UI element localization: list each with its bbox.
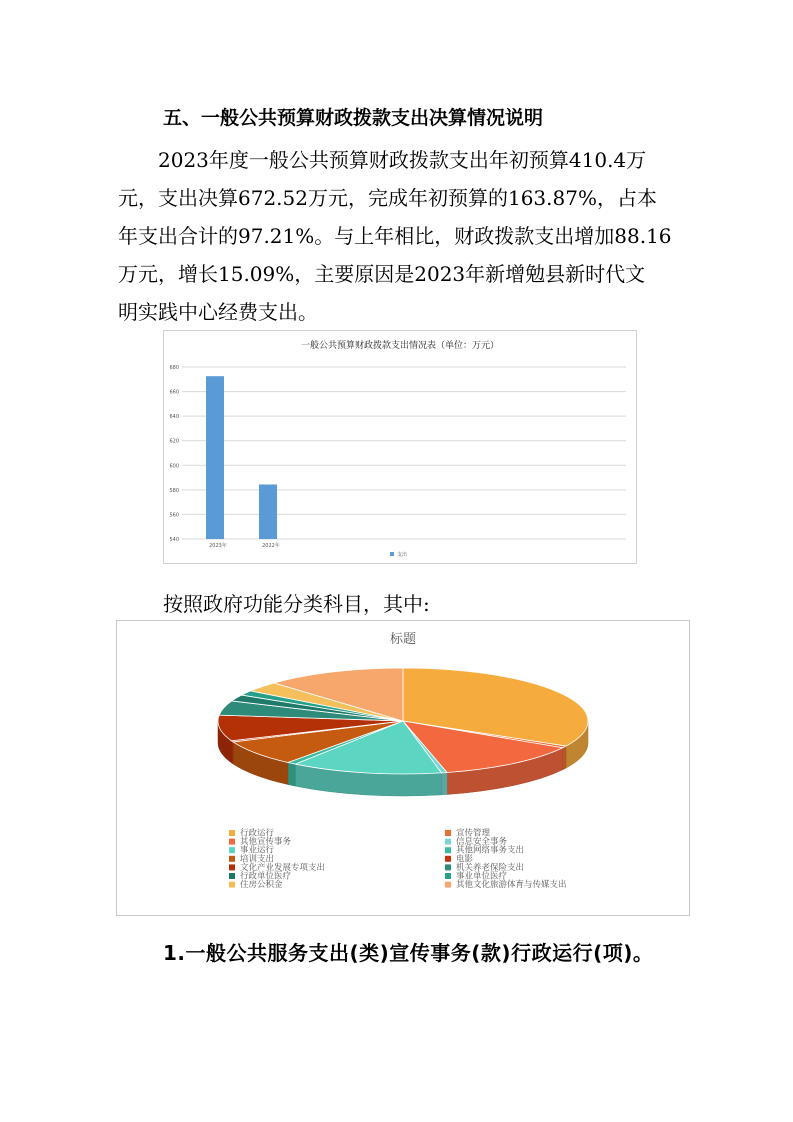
y-tick-label: 600 xyxy=(169,463,179,470)
legend-label: 行政单位医疗 xyxy=(240,871,292,882)
legend-label: 其他文化旅游体育与传媒支出 xyxy=(456,880,567,891)
legend-label: 机关养老保险支出 xyxy=(456,862,525,873)
y-tick-label: 560 xyxy=(169,512,179,519)
bar xyxy=(259,485,277,539)
pie-chart-title: 标题 xyxy=(389,632,417,647)
legend-swatch xyxy=(445,839,451,845)
legend-label: 事业运行 xyxy=(240,845,275,856)
legend-label: 文化产业发展专项支出 xyxy=(240,862,326,873)
legend-swatch xyxy=(229,839,235,845)
legend-label: 培训支出 xyxy=(240,854,275,865)
legend-label: 其他宣传事务 xyxy=(240,837,292,848)
bar-chart-title: 一般公共预算财政拨款支出情况表（单位：万元） xyxy=(300,341,500,351)
paragraph-line: 元，支出决算672.52万元，完成年初预算的163.87%，占本 xyxy=(118,186,657,210)
legend-label: 信息安全事务 xyxy=(456,837,508,848)
y-tick-label: 660 xyxy=(169,389,179,396)
legend-swatch xyxy=(229,830,235,836)
paragraph-line: 明实践中心经费支出。 xyxy=(118,300,318,324)
legend-swatch xyxy=(229,882,235,888)
legend-label: 行政运行 xyxy=(240,828,275,839)
function-pie-chart xyxy=(116,620,690,916)
legend-swatch xyxy=(445,882,451,888)
legend-swatch xyxy=(229,864,235,870)
section-heading: 五、一般公共预算财政拨款支出决算情况说明 xyxy=(163,107,544,129)
legend-label: 住房公积金 xyxy=(240,880,283,891)
budget-paragraph xyxy=(118,141,684,331)
pie-slice-side xyxy=(563,746,566,770)
legend-swatch xyxy=(229,873,235,879)
x-tick-label: 2022年 xyxy=(262,543,280,549)
legend-label: 宣传管理 xyxy=(456,828,491,839)
y-tick-label: 540 xyxy=(169,537,179,543)
bar xyxy=(206,376,224,539)
pie-slice-side xyxy=(231,741,233,764)
legend-swatch xyxy=(390,552,394,556)
bar-chart-canvas xyxy=(164,331,636,563)
classification-text: 按照政府功能分类科目，其中: xyxy=(163,592,430,616)
legend-swatch xyxy=(229,847,235,853)
legend-swatch xyxy=(229,856,235,862)
paragraph-line: 万元，增长15.09%，主要原因是2023年新增勉县新时代文 xyxy=(118,262,646,286)
paragraph-line: 年支出合计的97.21%。与上年相比，财政拨款支出增加88.16 xyxy=(118,224,672,248)
expenditure-bar-chart xyxy=(163,330,637,564)
legend-label: 电影 xyxy=(456,854,474,865)
y-tick-label: 620 xyxy=(169,438,179,445)
x-tick-label: 2023年 xyxy=(209,543,227,549)
legend-swatch xyxy=(445,873,451,879)
legend-label: 事业单位医疗 xyxy=(456,871,508,882)
legend-swatch xyxy=(445,856,451,862)
pie-slice-side xyxy=(288,762,295,786)
y-tick-label: 640 xyxy=(169,414,179,421)
pie-slice-side xyxy=(441,772,447,794)
legend-swatch xyxy=(445,847,451,853)
legend-label: 其他网络事务支出 xyxy=(456,845,525,856)
y-tick-label: 580 xyxy=(169,487,179,494)
legend-swatch xyxy=(445,830,451,836)
y-tick-label: 680 xyxy=(169,365,179,371)
legend-swatch xyxy=(445,864,451,870)
item-title: 1.一般公共服务支出(类)宣传事务(款)行政运行(项)。 xyxy=(163,941,654,965)
legend-label: 支出 xyxy=(397,552,408,558)
paragraph-line: 2023年度一般公共预算财政拨款支出年初预算410.4万 xyxy=(118,148,647,172)
pie-chart-canvas xyxy=(117,621,689,915)
